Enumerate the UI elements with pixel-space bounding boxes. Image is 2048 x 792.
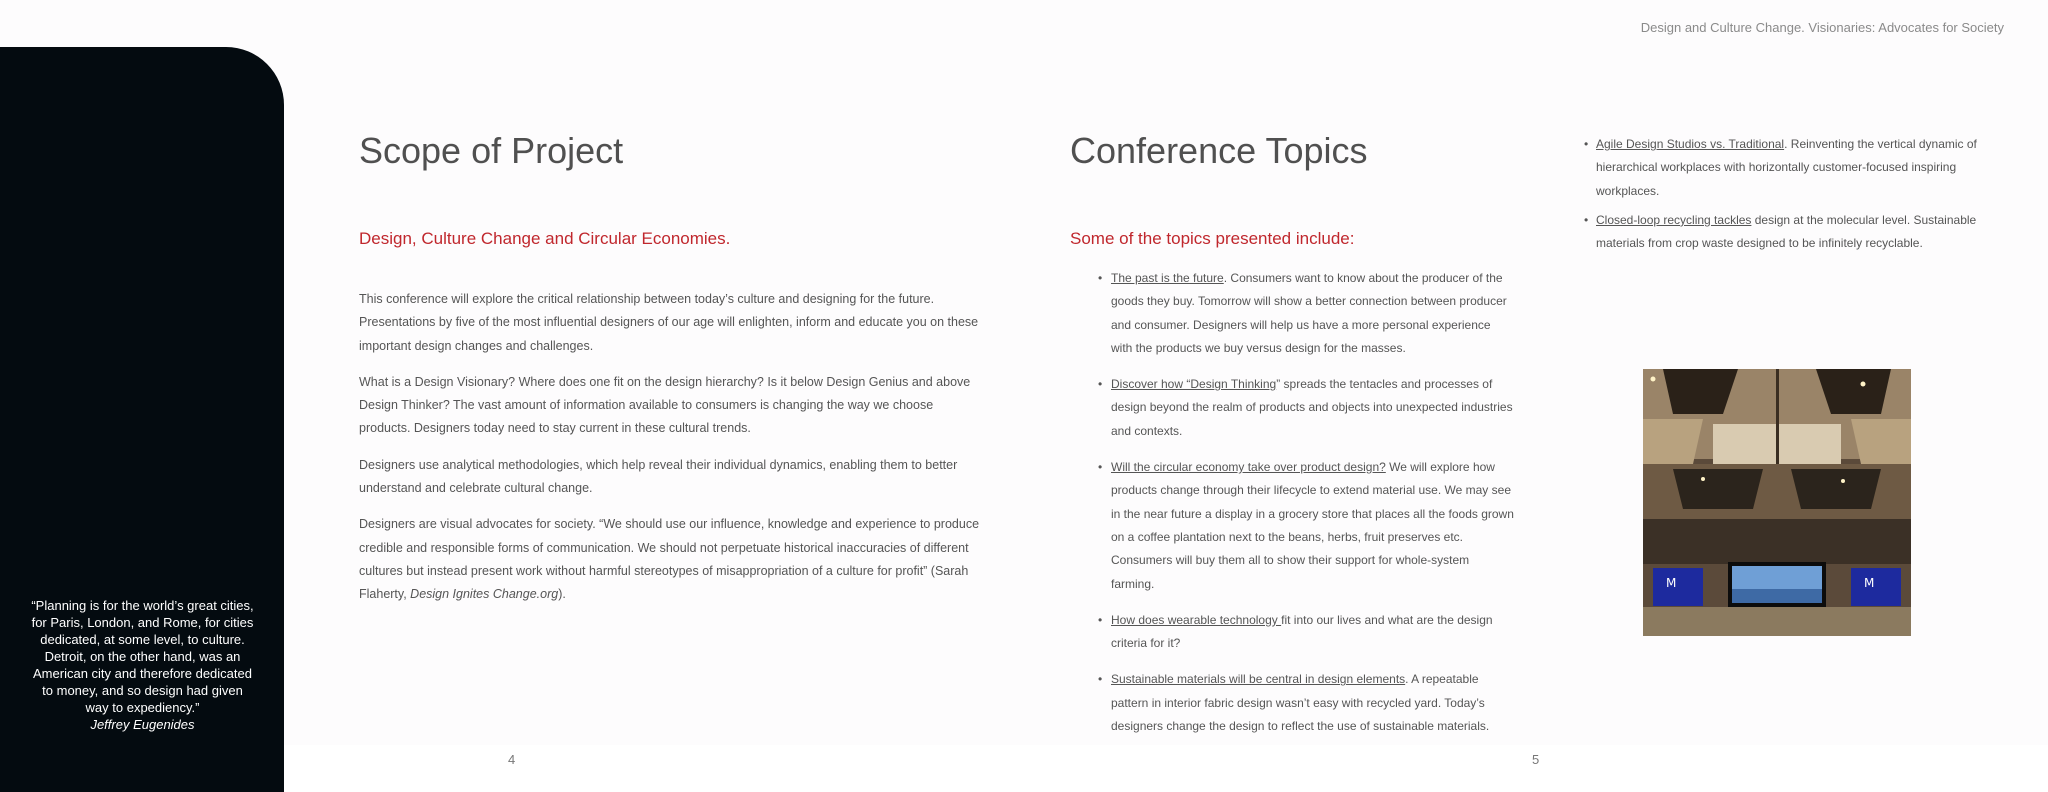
running-header: Design and Culture Change. Visionaries: Advocates for Society	[1640, 20, 2004, 35]
list-item	[1584, 209, 1984, 256]
list-item	[1100, 609, 1515, 656]
topic-link[interactable]: Discover how “Design Thinking	[1111, 377, 1277, 392]
citation-end: ).	[558, 587, 566, 602]
conference-hall-photo	[1643, 369, 1911, 636]
page-title-scope: Scope of Project	[359, 130, 624, 171]
quote-block	[30, 597, 255, 733]
svg-text:M: M	[1666, 576, 1677, 590]
scope-paragraph: This conference will explore the critical relationship between today’s culture and designing for the future. Presentations by five of the most influential designers of our age will enlighten, inform and educate you on these important design changes and challenges.	[359, 292, 979, 353]
list-item	[1100, 267, 1515, 360]
footer-band	[284, 745, 2048, 792]
quote-text: “Planning is for the world’s great cities, for Paris, London, and Rome, for cities dedicated, at some level, to culture. Detroit, on the other hand, was an American city and therefore dedicated to money, and so design had given way to expediency.”	[31, 598, 254, 715]
scope-paragraph: What is a Design Visionary? Where does one fit on the design hierarchy? Is it below Design Genius and above Design Thinker? The vast amount of information available to consumers is changing the way we choose products. Designers today need to stay current in these cultural trends.	[359, 374, 971, 436]
topic-link[interactable]: The past is the future	[1111, 271, 1224, 285]
topic-text: . Reinventing the vertical dynamic of hierarchical workplaces with horizontally customer-focused inspiring workplaces.	[1596, 137, 1977, 198]
topic-text: fit into our lives and what are the design criteria for it?	[1111, 612, 1493, 651]
dark-side-panel	[0, 47, 284, 792]
topics-list	[1100, 267, 1515, 751]
page-number-left: 4	[508, 752, 516, 767]
scope-paragraph-last	[359, 513, 984, 606]
svg-text:M: M	[1864, 576, 1875, 590]
topic-link[interactable]: Closed-loop recycling tackles	[1596, 212, 1752, 227]
topic-text: ” spreads the tentacles and processes of design beyond the realm of products and objects into unexpected industries and contexts.	[1111, 377, 1513, 438]
topic-text: design at the molecular level. Sustainable materials from crop waste designed to be infinitely recyclable.	[1596, 212, 1977, 251]
page-title-topics: Conference Topics	[1070, 130, 1368, 171]
topic-link[interactable]: Sustainable materials will be central in design elements	[1111, 672, 1406, 687]
topic-text: . Consumers want to know about the producer of the goods they buy. Tomorrow will show a better connection between producer and consumer. Designers will help us have a more personal experience with the products we buy versus design for the masses.	[1111, 271, 1507, 355]
topic-text: We will explore how products change through their lifecycle to extend material use. We may see in the near future a display in a grocery store that places all the foods grown on a coffee plantation next to the beans, herbs, fruit preserves etc. Consumers will buy them all to show their support for whole-system farming.	[1111, 460, 1514, 591]
citation-source: Design Ignites Change.org	[410, 587, 559, 602]
topics-list-continued	[1584, 133, 1984, 261]
topic-link[interactable]: How does wearable technology	[1111, 612, 1282, 627]
quote-author: Jeffrey Eugenides	[90, 717, 195, 732]
topic-link[interactable]: Will the circular economy take over product design?	[1111, 460, 1386, 475]
subtitle-scope: Design, Culture Change and Circular Economies.	[359, 229, 731, 248]
list-item	[1100, 668, 1515, 738]
subtitle-topics: Some of the topics presented include:	[1070, 229, 1355, 248]
list-item	[1100, 456, 1515, 596]
scope-paragraph: Designers use analytical methodologies, which help reveal their individual dynamics, enabling them to better understand and celebrate cultural change.	[359, 457, 958, 496]
topic-link[interactable]: Agile Design Studios vs. Traditional	[1596, 137, 1785, 151]
scope-body	[359, 288, 984, 620]
list-item	[1584, 133, 1984, 203]
list-item	[1100, 373, 1515, 443]
topic-text: . A repeatable pattern in interior fabric design wasn’t easy with recycled yard. Today’s designers change the design to reflect the use of sustainable materials.	[1111, 672, 1490, 734]
paragraph-text: Designers are visual advocates for society. “We should use our influence, knowledge and experience to produce credible and responsible forms of communication. We should not perpetuate historical inaccuracies of different cultures but instead present work without harmful stereotypes of misappropriation of a culture for profit” (Sarah Flaherty,	[359, 517, 980, 602]
page-number-right: 5	[1532, 752, 1540, 767]
